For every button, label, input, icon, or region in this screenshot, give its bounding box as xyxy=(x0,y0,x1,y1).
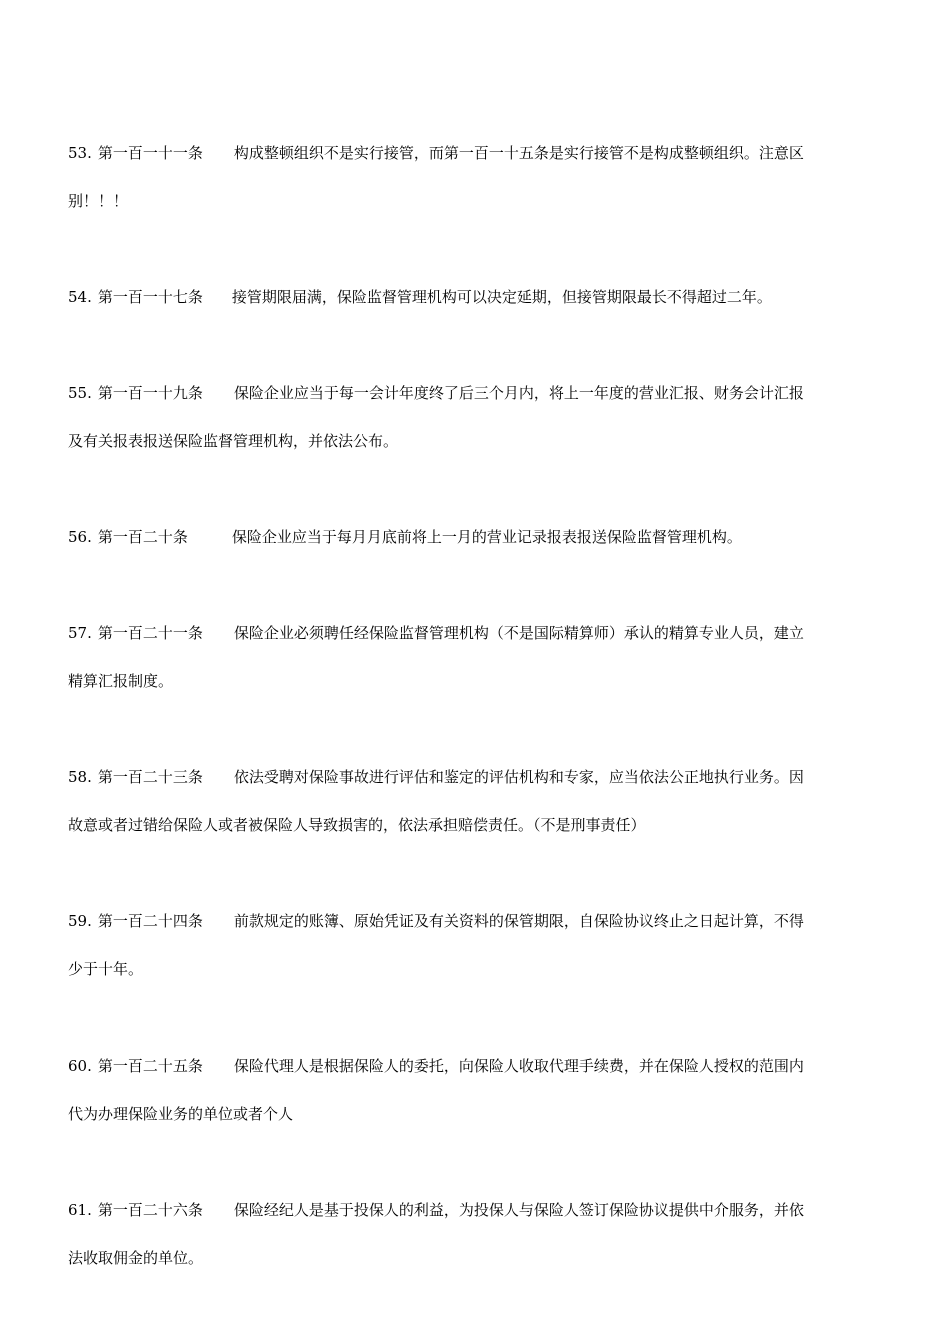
item-line xyxy=(68,513,882,561)
item-number: 59. xyxy=(68,912,92,930)
item-number: 53. xyxy=(68,144,92,162)
list-item xyxy=(68,273,882,321)
item-text: 保险企业应当于每月月底前将上一月的营业记录报表报送保险监督管理机构。 xyxy=(231,528,742,546)
article-label: 第一百一十七条 xyxy=(97,288,203,306)
item-line xyxy=(68,1186,882,1234)
article-label: 第一百二十五条 xyxy=(97,1057,203,1075)
item-text: 少于十年。 xyxy=(68,960,144,978)
item-text: 别！！！ xyxy=(68,192,129,210)
list-item xyxy=(68,1186,882,1282)
list-item xyxy=(68,369,882,465)
item-number: 56. xyxy=(68,528,92,546)
item-line xyxy=(68,945,882,993)
item-text: 构成整顿组织不是实行接管，而第一百一十五条是实行接管不是构成整顿组织。注意区 xyxy=(233,144,804,162)
list-item xyxy=(68,1042,882,1138)
article-label: 第一百一十一条 xyxy=(97,144,203,162)
item-line xyxy=(68,657,882,705)
item-text: 保险代理人是根据保险人的委托，向保险人收取代理手续费，并在保险人授权的范围内 xyxy=(233,1057,804,1075)
item-line xyxy=(68,369,882,417)
article-label: 第一百二十一条 xyxy=(97,624,203,642)
list-item xyxy=(68,897,882,993)
item-line xyxy=(68,129,882,177)
list-item xyxy=(68,609,882,705)
article-label: 第一百二十四条 xyxy=(97,912,203,930)
item-text: 及有关报表报送保险监督管理机构，并依法公布。 xyxy=(68,432,399,450)
item-text: 法收取佣金的单位。 xyxy=(68,1249,204,1267)
item-line xyxy=(68,801,882,849)
item-line xyxy=(68,609,882,657)
item-text: 保险经纪人是基于投保人的利益，为投保人与保险人签订保险协议提供中介服务，并依 xyxy=(233,1201,804,1219)
article-label: 第一百一十九条 xyxy=(97,384,203,402)
item-number: 55. xyxy=(68,384,92,402)
article-label: 第一百二十条 xyxy=(97,528,188,546)
item-number: 61. xyxy=(68,1201,92,1219)
article-label: 第一百二十六条 xyxy=(97,1201,203,1219)
item-line xyxy=(68,1234,882,1282)
item-text: 保险企业必须聘任经保险监督管理机构（不是国际精算师）承认的精算专业人员，建立 xyxy=(233,624,804,642)
item-line xyxy=(68,753,882,801)
item-number: 54. xyxy=(68,288,92,306)
item-line xyxy=(68,897,882,945)
list-item xyxy=(68,129,882,225)
item-text: 依法受聘对保险事故进行评估和鉴定的评估机构和专家，应当依法公正地执行业务。因 xyxy=(233,768,804,786)
item-text: 前款规定的账簿、原始凭证及有关资料的保管期限，自保险协议终止之日起计算，不得 xyxy=(233,912,804,930)
list-item xyxy=(68,753,882,849)
item-text: 精算汇报制度。 xyxy=(68,672,174,690)
item-line xyxy=(68,417,882,465)
item-number: 58. xyxy=(68,768,92,786)
item-text: 故意或者过错给保险人或者被保险人导致损害的，依法承担赔偿责任。（不是刑事责任） xyxy=(68,816,646,834)
article-label: 第一百二十三条 xyxy=(97,768,203,786)
item-text: 代为办理保险业务的单位或者个人 xyxy=(68,1105,294,1123)
item-line xyxy=(68,273,882,321)
item-line xyxy=(68,1042,882,1090)
item-line xyxy=(68,1090,882,1138)
item-text: 接管期限届满，保险监督管理机构可以决定延期，但接管期限最长不得超过二年。 xyxy=(231,288,772,306)
item-number: 60. xyxy=(68,1057,92,1075)
list-item xyxy=(68,513,882,561)
item-line xyxy=(68,177,882,225)
item-text: 保险企业应当于每一会计年度终了后三个月内，将上一年度的营业汇报、财务会计汇报 xyxy=(233,384,804,402)
item-number: 57. xyxy=(68,624,92,642)
